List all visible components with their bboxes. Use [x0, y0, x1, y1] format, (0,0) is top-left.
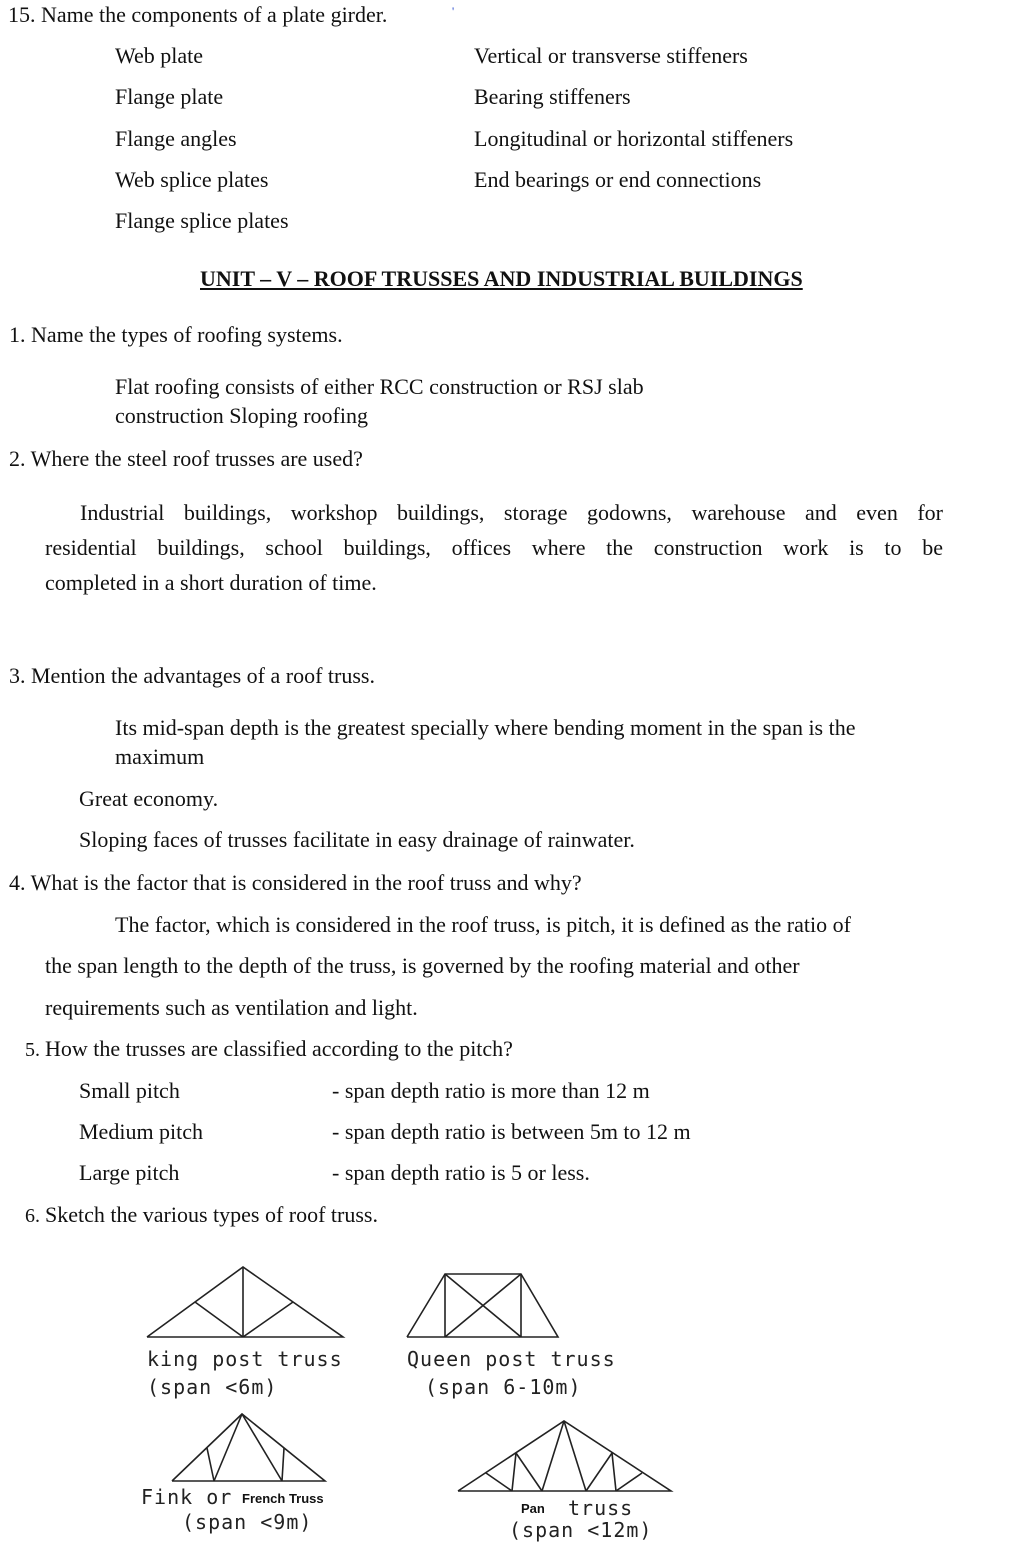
- unit-heading: UNIT – V – ROOF TRUSSES AND INDUSTRIAL BUILDINGS: [200, 266, 803, 291]
- q4-answer-line: The factor, which is considered in the roof truss, is pitch, it is defined as the ratio of: [115, 912, 851, 937]
- q2-question: 2. Where the steel roof trusses are used?: [9, 446, 363, 471]
- pitch-name: Medium pitch: [79, 1119, 204, 1144]
- fink-truss-diagram: [170, 1412, 328, 1484]
- pan-truss-diagram: [456, 1418, 674, 1494]
- q15-question: 15. Name the components of a plate girder.: [8, 2, 388, 27]
- q5-question: How the trusses are classified according to the pitch?: [45, 1036, 513, 1061]
- q3-answer-line: Its mid-span depth is the greatest specially where bending moment in the span is the: [115, 715, 856, 740]
- fink-truss-label: Fink or: [141, 1485, 233, 1509]
- q15-right-item: Longitudinal or horizontal stiffeners: [474, 126, 794, 151]
- king-post-truss-diagram: [145, 1264, 347, 1340]
- q15-right-item: End bearings or end connections: [474, 167, 762, 192]
- queen-post-truss-label: Queen post truss: [407, 1347, 616, 1371]
- q3-answer-line: maximum: [115, 744, 205, 769]
- q1-answer-line: Flat roofing consists of either RCC construction or RSJ slab: [115, 374, 644, 399]
- q1-question: 1. Name the types of roofing systems.: [9, 322, 343, 347]
- king-post-truss-span: (span <6m): [147, 1375, 278, 1399]
- q15-left-item: Flange angles: [115, 126, 237, 151]
- q3-question: 3. Mention the advantages of a roof truss.: [9, 663, 375, 688]
- q6-question: Sketch the various types of roof truss.: [45, 1202, 378, 1227]
- pitch-name: Small pitch: [79, 1078, 180, 1103]
- queen-post-truss-diagram: [405, 1272, 561, 1340]
- q6-number: 6.: [25, 1205, 40, 1227]
- pan-truss-label: Pan: [521, 1501, 545, 1516]
- king-post-truss-label: king post truss: [147, 1347, 343, 1371]
- pan-truss-label-alt: truss: [568, 1496, 634, 1520]
- q15-left-item: Flange splice plates: [115, 208, 289, 233]
- queen-post-truss-span: (span 6-10m): [425, 1375, 582, 1399]
- pitch-name: Large pitch: [79, 1160, 180, 1185]
- q4-answer-line: the span length to the depth of the truss, is governed by the roofing material and other: [45, 953, 800, 978]
- q1-answer-line: construction Sloping roofing: [115, 403, 368, 428]
- q4-answer-line: requirements such as ventilation and light.: [45, 995, 418, 1020]
- pitch-desc: - span depth ratio is between 5m to 12 m: [332, 1119, 691, 1144]
- q2-answer-line: Industrial buildings, workshop buildings, storage godowns, warehouse and even for: [80, 500, 943, 525]
- q15-left-item: Web splice plates: [115, 167, 269, 192]
- q15-right-item: Bearing stiffeners: [474, 84, 631, 109]
- q15-left-item: Web plate: [115, 43, 204, 68]
- q2-answer-line: residential buildings, school buildings, offices where the construction work is to be: [45, 535, 943, 560]
- pitch-desc: - span depth ratio is more than 12 m: [332, 1078, 650, 1103]
- pitch-desc: - span depth ratio is 5 or less.: [332, 1160, 590, 1185]
- stray-mark: ': [452, 4, 455, 18]
- q15-right-item: Vertical or transverse stiffeners: [474, 43, 748, 68]
- pan-truss-span: (span <12m): [509, 1518, 653, 1542]
- q5-number: 5.: [25, 1039, 40, 1061]
- fink-truss-span: (span <9m): [182, 1510, 313, 1534]
- q3-answer-line: Great economy.: [79, 786, 219, 811]
- fink-truss-label-alt: French Truss: [242, 1491, 324, 1506]
- q4-question: 4. What is the factor that is considered in the roof truss and why?: [9, 870, 582, 895]
- q15-left-item: Flange plate: [115, 84, 224, 109]
- q3-answer-line: Sloping faces of trusses facilitate in easy drainage of rainwater.: [79, 827, 635, 852]
- q2-answer-line: completed in a short duration of time.: [45, 570, 377, 595]
